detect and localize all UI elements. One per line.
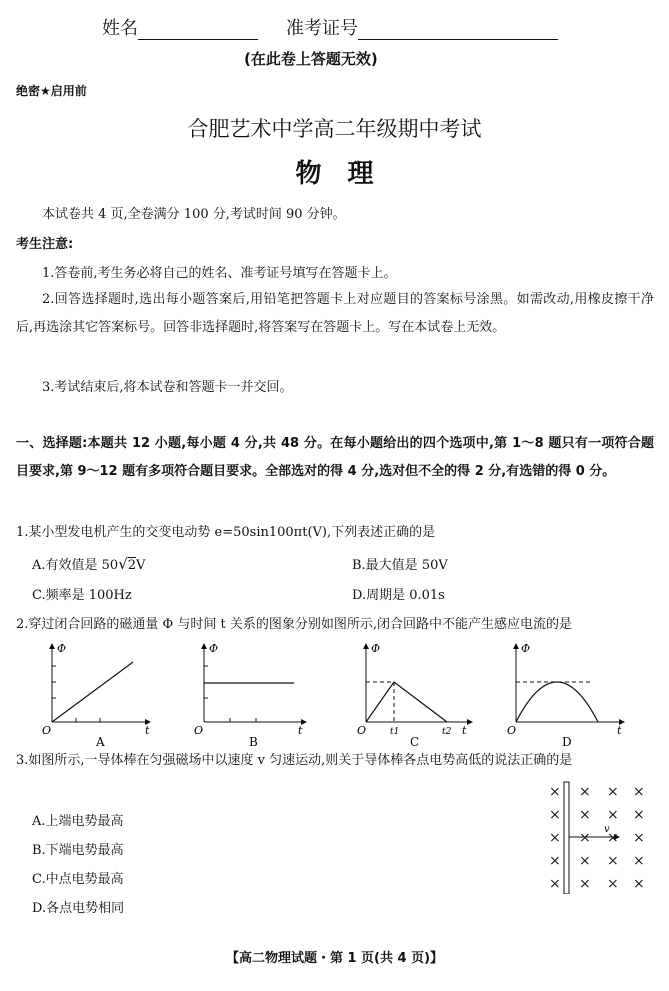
id-field xyxy=(286,14,558,40)
q3-stem: 3.如图所示,一导体棒在匀强磁场中以速度 v 匀速运动,则关于导体棒各点电势高低的说法正确的是 xyxy=(16,753,573,768)
svg-text:×: × xyxy=(549,807,561,823)
graph-d-phi: Φ xyxy=(521,642,531,655)
graph-b-origin: O xyxy=(194,724,204,737)
svg-text:×: × xyxy=(549,830,561,846)
graph-c-t: t xyxy=(462,724,467,737)
q3-magnetic-field-figure xyxy=(540,778,652,894)
graph-a xyxy=(42,642,150,749)
svg-text:×: × xyxy=(633,830,645,846)
q1-option-c: C.频率是 100Hz xyxy=(32,588,132,603)
svg-text:×: × xyxy=(579,853,591,869)
notice-item-2: 2.回答选择题时,选出每小题答案后,用铅笔把答题卡上对应题目的答案标号涂黑。如需改动,用橡皮擦干净后,再选涂其它答案标号。回答非选择题时,将答案写在答题卡上。写在本试卷上无效。 xyxy=(16,292,654,335)
svg-text:×: × xyxy=(549,876,561,892)
intro-text: 本试卷共 4 页,全卷满分 100 分,考试时间 90 分钟。 xyxy=(42,207,346,222)
velocity-label: v xyxy=(604,824,610,835)
graph-d-t: t xyxy=(617,724,622,737)
svg-text:×: × xyxy=(633,784,645,800)
graph-d-origin: O xyxy=(507,724,517,737)
field-crosses xyxy=(549,784,645,892)
svg-text:×: × xyxy=(579,784,591,800)
id-blank xyxy=(358,23,558,40)
graph-b-t: t xyxy=(298,724,303,737)
svg-text:×: × xyxy=(549,853,561,869)
svg-text:×: × xyxy=(549,784,561,800)
graph-b xyxy=(194,642,306,749)
q3-option-d: D.各点电势相同 xyxy=(32,901,125,916)
id-label: 准考证号 xyxy=(286,18,358,39)
svg-text:×: × xyxy=(607,807,619,823)
graph-a-label: A xyxy=(96,735,105,749)
graph-c-label: C xyxy=(410,735,420,749)
notice-item-1: 1.答卷前,考生务必将自己的姓名、准考证号填写在答题卡上。 xyxy=(42,266,397,281)
conductor-rod xyxy=(564,782,569,894)
graph-c-t1: t1 xyxy=(390,727,400,737)
name-field xyxy=(102,14,258,40)
secret-mark: 绝密★启用前 xyxy=(16,84,87,98)
notice-title: 考生注意: xyxy=(16,237,74,252)
svg-text:×: × xyxy=(607,853,619,869)
graph-c xyxy=(357,642,472,749)
q3-option-b: B.下端电势最高 xyxy=(32,843,124,858)
graph-a-phi: Φ xyxy=(57,642,67,655)
section-1-instructions: 一、选择题:本题共 12 小题,每小题 4 分,共 48 分。在每小题给出的四个选项中,第 1～8 题只有一项符合题目要求,第 9～12 题有多项符合题目要求。全部选对的得 4 分,选对但不全的得 2 分,有选错的得 0 分。 xyxy=(16,436,654,479)
graph-c-t2: t2 xyxy=(442,727,452,737)
svg-text:×: × xyxy=(633,876,645,892)
subject-title: 物 理 xyxy=(295,159,374,189)
svg-text:×: × xyxy=(607,830,619,846)
q1-option-d: D.周期是 0.01s xyxy=(352,588,445,603)
q3-option-c: C.中点电势最高 xyxy=(32,872,124,887)
svg-text:×: × xyxy=(607,876,619,892)
graph-b-label: B xyxy=(249,735,258,749)
q1-stem: 1.某小型发电机产生的交变电动势 e=50sin100πt(V),下列表述正确的是 xyxy=(16,525,436,540)
q1-option-a xyxy=(32,554,145,573)
graph-a-origin: O xyxy=(42,724,52,737)
graph-c-phi: Φ xyxy=(371,642,381,655)
notice-item-3: 3.考试结束后,将本试卷和答题卡一并交回。 xyxy=(42,380,293,395)
sqrt-symbol: √ xyxy=(118,555,128,573)
svg-text:×: × xyxy=(607,784,619,800)
name-label: 姓名 xyxy=(102,18,138,39)
svg-text:×: × xyxy=(633,853,645,869)
svg-text:×: × xyxy=(633,807,645,823)
name-blank xyxy=(138,23,258,40)
q3-option-a: A.上端电势最高 xyxy=(32,814,124,829)
graph-c-origin: O xyxy=(357,724,367,737)
page-footer: 【高二物理试题・第 1 页(共 4 页)】 xyxy=(225,951,444,966)
q1-radicand: 2 xyxy=(127,558,137,573)
q2-stem: 2.穿过闭合回路的磁通量 Φ 与时间 t 关系的图象分别如图所示,闭合回路中不能产生感应电流的是 xyxy=(16,617,572,632)
graph-a-t: t xyxy=(145,724,150,737)
graph-d xyxy=(507,642,624,749)
svg-text:×: × xyxy=(579,876,591,892)
graph-d-label: D xyxy=(562,735,572,749)
q1-option-a-unit: V xyxy=(136,558,146,573)
exam-title: 合肥艺术中学高二年级期中考试 xyxy=(187,117,482,141)
svg-text:×: × xyxy=(579,807,591,823)
q2-graphs xyxy=(0,636,669,752)
q1-option-a-text: A.有效值是 50 xyxy=(32,558,119,573)
q1-option-b: B.最大值是 50V xyxy=(352,558,448,573)
invalid-note: (在此卷上答题无效) xyxy=(244,50,378,68)
svg-text:×: × xyxy=(579,830,591,846)
graph-b-phi: Φ xyxy=(209,642,219,655)
